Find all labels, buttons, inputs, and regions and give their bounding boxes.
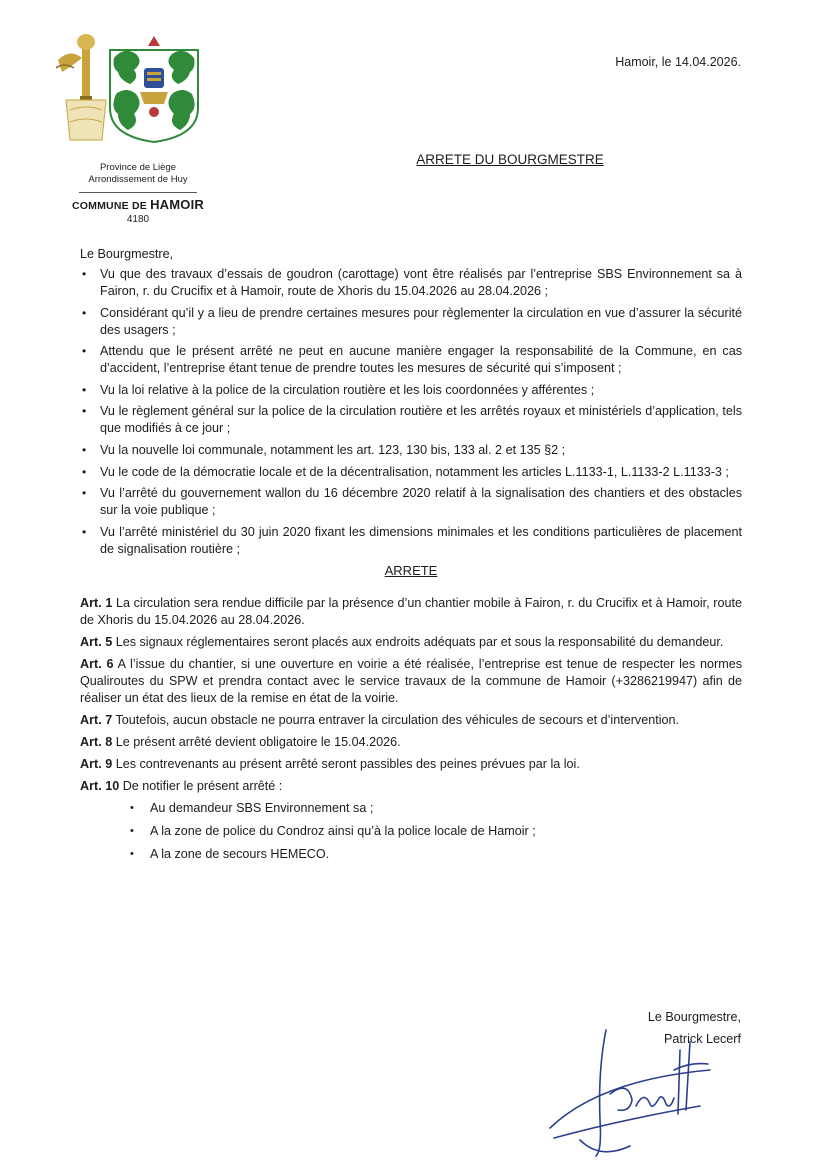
considerant-item: • Vu la nouvelle loi communale, notamment les art. 123, 130 bis, 133 al. 2 et 135 §2 ; [80,442,742,459]
article-8 [80,734,742,751]
arrondissement-label: Arrondissement de Huy [88,174,188,185]
article-number: Art. 9 [80,757,113,772]
article-text: Les contrevenants au présent arrêté seront passibles des peines prévues par la loi. [112,757,580,772]
considerants-list [80,266,742,558]
signature-role: Le Bourgmestre, [647,1010,741,1024]
article-10 [80,778,742,795]
article-text: De notifier le présent arrêté : [119,779,283,794]
postal-code: 4180 [126,214,150,225]
crest-shield [110,36,198,142]
considerant-item: • Considérant qu’il y a lieu de prendre certaines mesures pour règlementer la circulation en vue d’assurer la sécurité des usagers ; [80,305,742,339]
arrete-heading: ARRETE [384,563,438,579]
considerant-item: • Vu l’arrêté ministériel du 30 juin 2020 fixant les dimensions minimales et les conditions particulières de placement de signalisation routière ; [80,524,742,558]
considerant-item: • Vu l’arrêté du gouvernement wallon du 16 décembre 2020 relatif à la signalisation des chantiers et des obstacles sur la voie publique ; [80,485,742,519]
article-7 [80,712,742,729]
notification-list [80,800,742,863]
signature-name: Patrick Lecerf [664,1032,741,1046]
signature-strokes [550,1030,710,1156]
date-line: Hamoir, le 14.04.2026. [615,55,741,69]
document-title: ARRETE DU BOURGMESTRE [416,152,604,167]
commune-prefix: COMMUNE DE [72,200,147,212]
article-number: Art. 7 [80,713,113,728]
province-label: Province de Liège [99,162,177,173]
article-text: A l’issue du chantier, si une ouverture en voirie a été réalisée, l’entreprise est tenue de respecter les normes Qualiroutes du SPW et prendra contact avec le service travaux de la commune de Hamoir (+3286219947) afin de réaliser un état des lieux de la remise en état de la voirie. [80,657,742,706]
article-1 [80,595,742,629]
article-9 [80,756,742,773]
considerant-item: • Vu que des travaux d’essais de goudron (carottage) vont être réalisés par l’entreprise SBS Environnement sa à Fairon, r. du Crucifix et à Hamoir, route de Xhoris du 15.04.2026 au 28.04.2026 ; [80,266,742,300]
article-6 [80,656,742,707]
considerant-item: • Attendu que le présent arrêté ne peut en aucune manière engager la responsabilité de la Commune, en cas d’accident, l’entreprise étant tenue de prendre toutes les mesures de sécurité qui s’imposent ; [80,343,742,377]
article-5 [80,634,742,651]
article-text: Toutefois, aucun obstacle ne pourra entraver la circulation des véhicules de secours et d’intervention. [112,713,680,728]
article-text: Le présent arrêté devient obligatoire le 15.04.2026. [112,735,401,750]
administrative-block [48,162,228,226]
crest-left-ornament [56,34,106,140]
article-number: Art. 1 [80,596,113,611]
coat-of-arms-icon [48,28,206,144]
commune-name: HAMOIR [150,197,204,212]
article-number: Art. 10 [80,779,120,794]
considerant-item: • Vu le code de la démocratie locale et de la décentralisation, notamment les articles L.1133-1, L.1133-2 L.1133-3 ; [80,464,742,481]
article-number: Art. 5 [80,635,113,650]
article-number: Art. 8 [80,735,113,750]
article-text: La circulation sera rendue difficile par la présence d’un chantier mobile à Fairon, r. du Crucifix et à Hamoir, route de Xhoris du 15.04.2026 au 28.04.2026. [80,596,742,628]
notification-item: • A la zone de secours HEMECO. [130,846,742,863]
article-text: Les signaux réglementaires seront placés aux endroits adéquats par et sous la responsabilité du demandeur. [112,635,724,650]
notification-item: • A la zone de police du Condroz ainsi qu’à la police locale de Hamoir ; [130,823,742,840]
document-body [80,246,742,869]
notification-item: • Au demandeur SBS Environnement sa ; [130,800,742,817]
considerant-item: • Vu la loi relative à la police de la circulation routière et les lois coordonnées y afférentes ; [80,382,742,399]
commune-label [48,199,228,212]
intro-line: Le Bourgmestre, [80,247,174,261]
considerant-item: • Vu le règlement général sur la police de la circulation routière et les arrêtés royaux et ministériels d’application, tels que modifiés à ce jour ; [80,403,742,437]
divider [79,192,197,193]
article-number: Art. 6 [80,657,114,672]
